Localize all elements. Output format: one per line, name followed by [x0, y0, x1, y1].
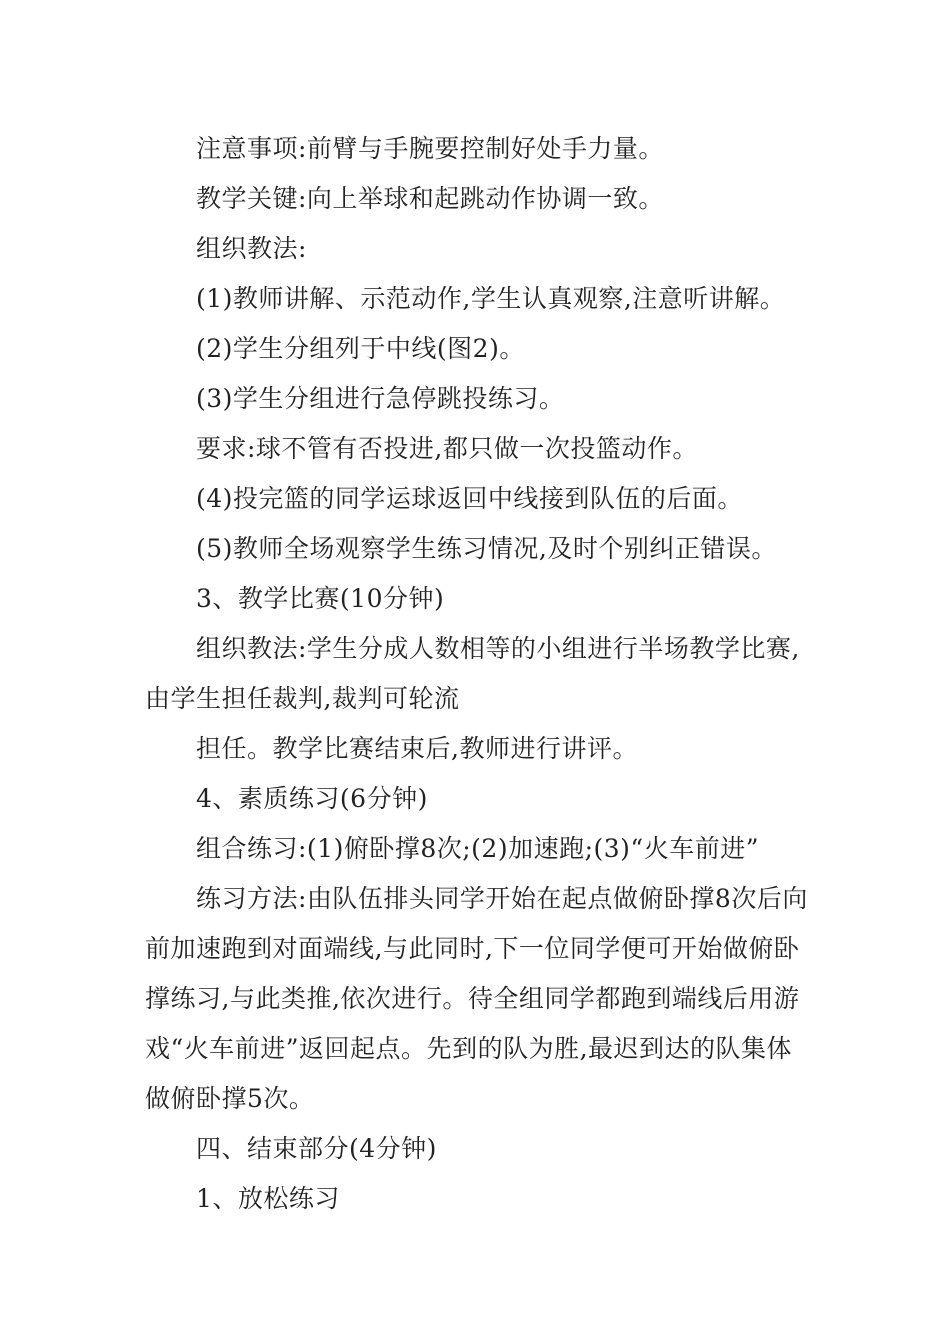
paragraph-organization-method: 组织教法:	[196, 234, 307, 263]
paragraph-teaching-key: 教学关键:向上举球和起跳动作协调一致。	[196, 184, 664, 213]
paragraph-step-3: (3)学生分组进行急停跳投练习。	[196, 384, 565, 413]
paragraph-match-organization: 组织教法:学生分成人数相等的小组进行半场教学比赛,由学生担任裁判,裁判可轮流	[145, 634, 800, 713]
paragraph-match-review: 担任。教学比赛结束后,教师进行讲评。	[196, 734, 638, 763]
section-heading-teaching-match: 3、教学比赛(10分钟)	[196, 584, 445, 613]
paragraph-step-1: (1)教师讲解、示范动作,学生认真观察,注意听讲解。	[196, 284, 786, 313]
section-heading-relaxation: 1、放松练习	[196, 1184, 340, 1213]
paragraph-step-2: (2)学生分组列于中线(图2)。	[196, 334, 525, 363]
section-heading-fitness-practice: 4、素质练习(6分钟)	[196, 784, 428, 813]
paragraph-practice-method: 练习方法:由队伍排头同学开始在起点做俯卧撑8次后向前加速跑到对面端线,与此同时,下一位同学便可开始做俯卧撑练习,与此类推,依次进行。待全组同学都跑到端线后用游戏“火车前进”返回起点。先到的队为胜,最迟到达的队集体做俯卧撑5次。	[145, 884, 808, 1113]
paragraph-step-5: (5)教师全场观察学生练习情况,及时个别纠正错误。	[196, 534, 777, 563]
document-body	[145, 124, 815, 1224]
section-heading-closing-part: 四、结束部分(4分钟)	[196, 1134, 437, 1163]
paragraph-requirement: 要求:球不管有否投进,都只做一次投篮动作。	[196, 434, 698, 463]
paragraph-precautions: 注意事项:前臂与手腕要控制好处手力量。	[196, 134, 664, 163]
paragraph-step-4: (4)投完篮的同学运球返回中线接到队伍的后面。	[196, 484, 743, 513]
paragraph-combined-practice: 组合练习:(1)俯卧撑8次;(2)加速跑;(3)“火车前进”	[196, 834, 759, 863]
